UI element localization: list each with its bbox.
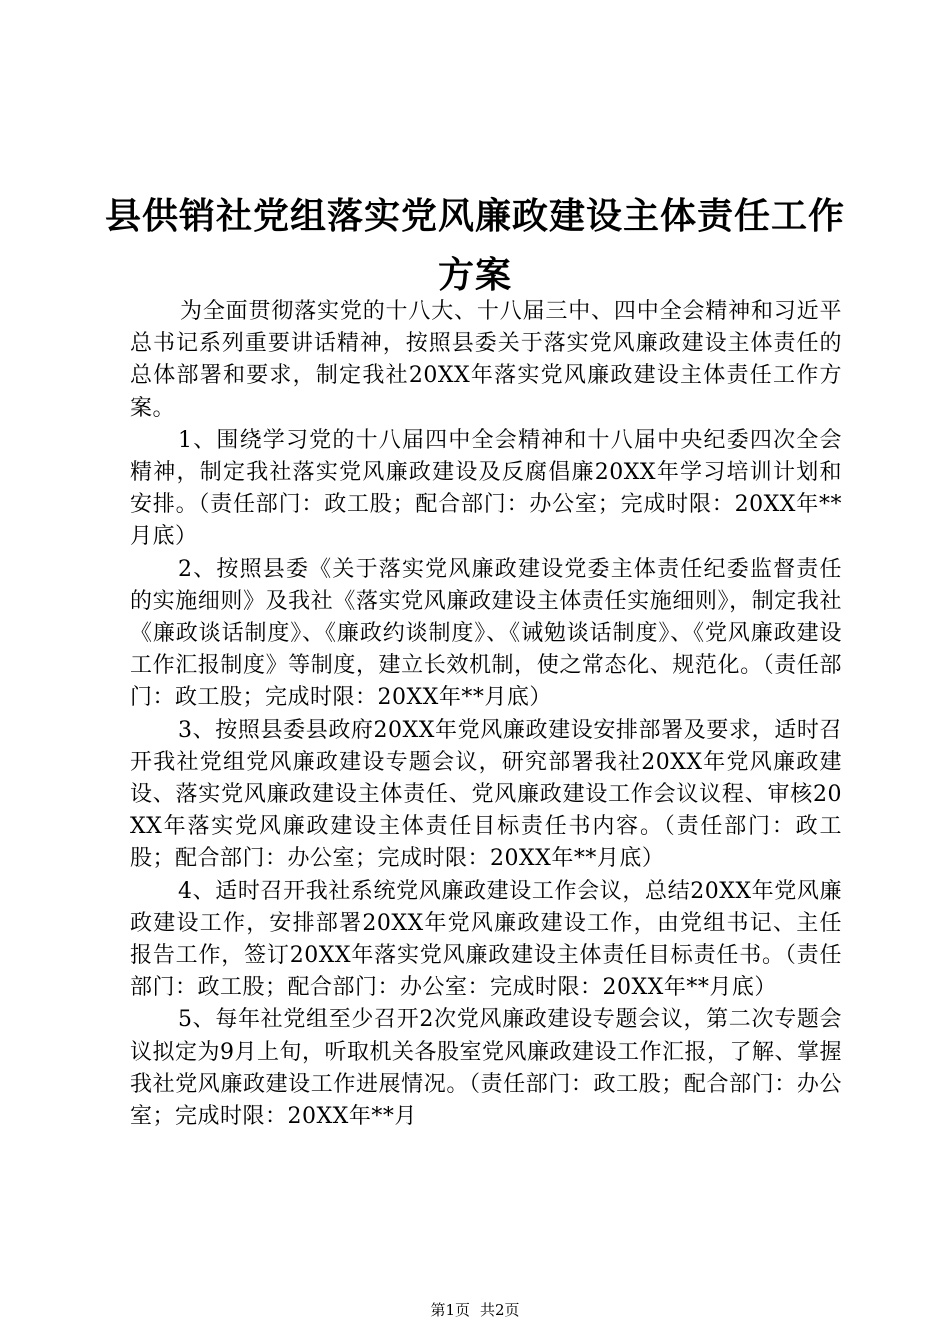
paragraph-item-4: 4、适时召开我社系统党风廉政建设工作会议，总结20XX年党风廉政建设工作，安排部署20XX年党风廉政建设工作，由党组书记、主任报告工作，签订20XX年落实党风廉政建设主体责任目标责任书。（责任部门：政工股；配合部门：办公室：完成时限：20XX年**月底）: [130, 878, 842, 1001]
paragraph-item-3: 3、按照县委县政府20XX年党风廉政建设安排部署及要求，适时召开我社党组党风廉政建设专题会议，研究部署我社20XX年党风廉政建设、落实党风廉政建设主体责任、党风廉政建设工作会议议程、审核20XX年落实党风廉政建设主体责任目标责任书内容。（责任部门：政工股；配合部门：办公室；完成时限：20XX年**月底）: [130, 717, 842, 872]
document-body: [130, 296, 842, 1133]
document-title-line-1: 县供销社党组落实党风廉政建设主体责任工作: [104, 196, 845, 237]
page-total: 共2页: [480, 1301, 520, 1319]
paragraph-intro: 为全面贯彻落实党的十八大、十八届三中、四中全会精神和习近平总书记系列重要讲话精神，按照县委关于落实党风廉政建设主体责任的总体部署和要求，制定我社20XX年落实党风廉政建设主体责任工作方案。: [130, 299, 842, 421]
paragraph-item-2: 2、按照县委《关于落实党风廉政建设党委主体责任纪委监督责任的实施细则》及我社《落实党风廉政建设主体责任实施细则》，制定我社《廉政谈话制度》、《廉政约谈制度》、《诫勉谈话制度》、《党风廉政建设工作汇报制度》等制度，建立长效机制，使之常态化、规范化。（责任部门：政工股；完成时限：20XX年**月底）: [130, 556, 842, 711]
page-number: 第1页: [430, 1301, 470, 1319]
paragraph-item-1: 1、围绕学习党的十八届四中全会精神和十八届中央纪委四次全会精神，制定我社落实党风廉政建设及反腐倡廉20XX年学习培训计划和安排。（责任部门：政工股；配合部门：办公室；完成时限：20XX年**月底）: [130, 427, 842, 550]
paragraph-item-5: 5、每年社党组至少召开2次党风廉政建设专题会议，第二次专题会议拟定为9月上旬，听取机关各股室党风廉政建设工作汇报，了解、掌握我社党风廉政建设工作进展情况。（责任部门：政工股；配合部门：办公室；完成时限：20XX年**月: [130, 1007, 842, 1130]
page-footer: [0, 1299, 950, 1320]
document-title-line-2: 方案: [437, 255, 512, 296]
